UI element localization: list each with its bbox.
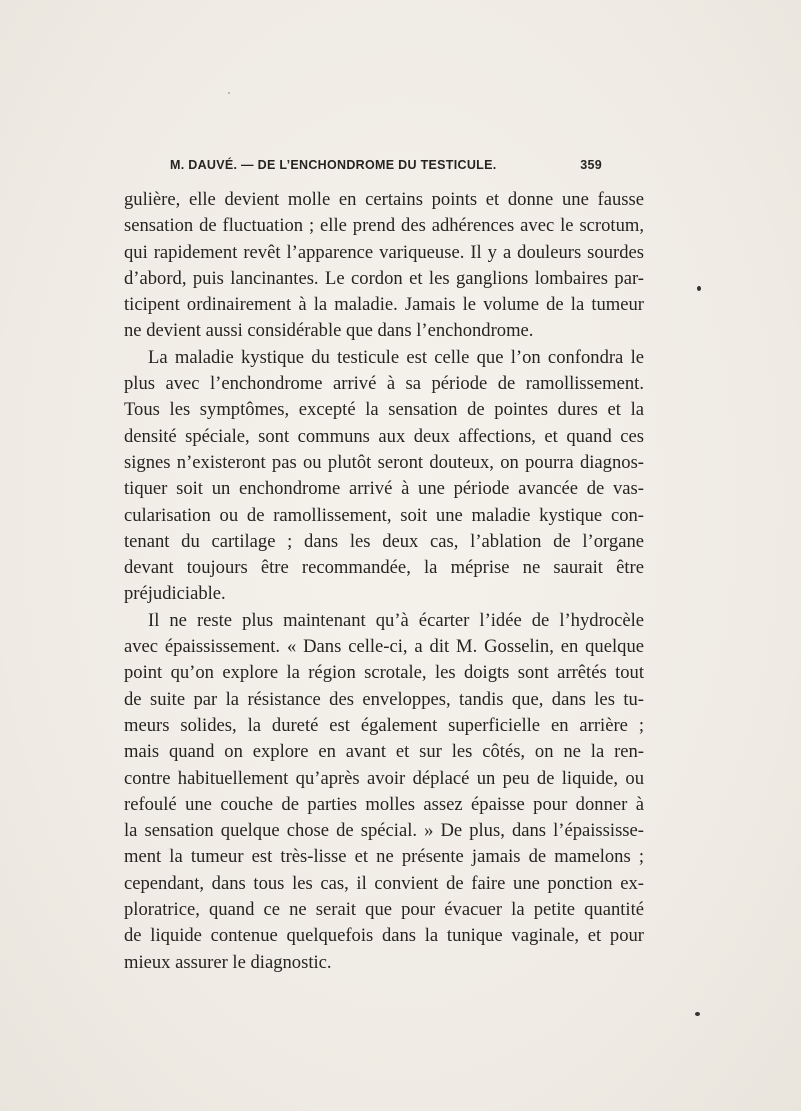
page-number: 359 [580,158,602,172]
running-title: M. DAUVÉ. — DE L’ENCHONDROME DU TESTICULE. [170,158,497,172]
body-text [124,187,644,976]
text-line: la sensation quelque chose de spécial. » De plus, dans l’épaississe- [124,820,644,842]
text-line: signes n’existeront pas ou plutôt seront douteux, on pourra diagnos- [124,451,644,473]
text-line: contre habituellement qu’après avoir déplacé un peu de liquide, ou [124,767,644,789]
text-line: mais quand on explore en avant et sur les côtés, on ne la ren- [124,741,644,763]
text-line: qui rapidement revêt l’apparence variqueuse. Il y a douleurs sourdes [124,241,644,263]
text-line: de suite par la résistance des enveloppes, tandis que, dans les tu- [124,688,644,710]
text-line: tiquer soit un enchondrome arrivé à une période avancée de vas- [124,478,644,500]
text-line: de liquide contenue quelquefois dans la tunique vaginale, et pour [124,925,644,947]
text-line: d’abord, puis lancinantes. Le cordon et les ganglions lombaires par- [124,267,644,289]
text-line: devant toujours être recommandée, la méprise ne saurait être [124,557,644,579]
text-line: sensation de fluctuation ; elle prend des adhérences avec le scrotum, [124,215,644,237]
text-line: cependant, dans tous les cas, il convient de faire une ponction ex- [124,872,644,894]
text-line: cularisation ou de ramollissement, soit une maladie kystique con- [124,504,644,526]
text-line: préjudiciable. [124,583,226,605]
page-header [170,158,602,180]
text-line: plus avec l’enchondrome arrivé à sa période de ramollissement. [124,373,644,395]
text-line: ploratrice, quand ce ne serait que pour évacuer la petite quantité [124,899,644,921]
text-line: ne devient aussi considérable que dans l’enchondrome. [124,320,534,342]
text-line: point qu’on explore la région scrotale, les doigts sont arrêtés tout [124,662,644,684]
paragraph-start: La maladie kystique du testicule est celle que l’on confondra le [148,346,644,368]
text-line: gulière, elle devient molle en certains points et donne une fausse [124,189,644,210]
ink-speck [697,286,701,291]
paragraph-start: Il ne reste plus maintenant qu’à écarter l’idée de l’hydrocèle [148,609,644,631]
text-line: densité spéciale, sont communs aux deux affections, et quand ces [124,425,644,447]
ink-speck [695,1012,700,1016]
text-line: avec épaississement. « Dans celle-ci, a dit M. Gosselin, en quelque [124,636,644,658]
text-line: ticipent ordinairement à la maladie. Jamais le volume de la tumeur [124,294,644,316]
text-line: tenant du cartilage ; dans les deux cas, l’ablation de l’organe [124,530,644,552]
text-line: mieux assurer le diagnostic. [124,951,332,973]
text-line: refoulé une couche de parties molles assez épaisse pour donner à [124,793,644,815]
text-line: meurs solides, la dureté est également superficielle en arrière ; [124,714,644,736]
text-line: ment la tumeur est très-lisse et ne présente jamais de mamelons ; [124,846,644,868]
ink-speck [228,92,230,94]
text-line: Tous les symptômes, excepté la sensation de pointes dures et la [124,399,644,421]
